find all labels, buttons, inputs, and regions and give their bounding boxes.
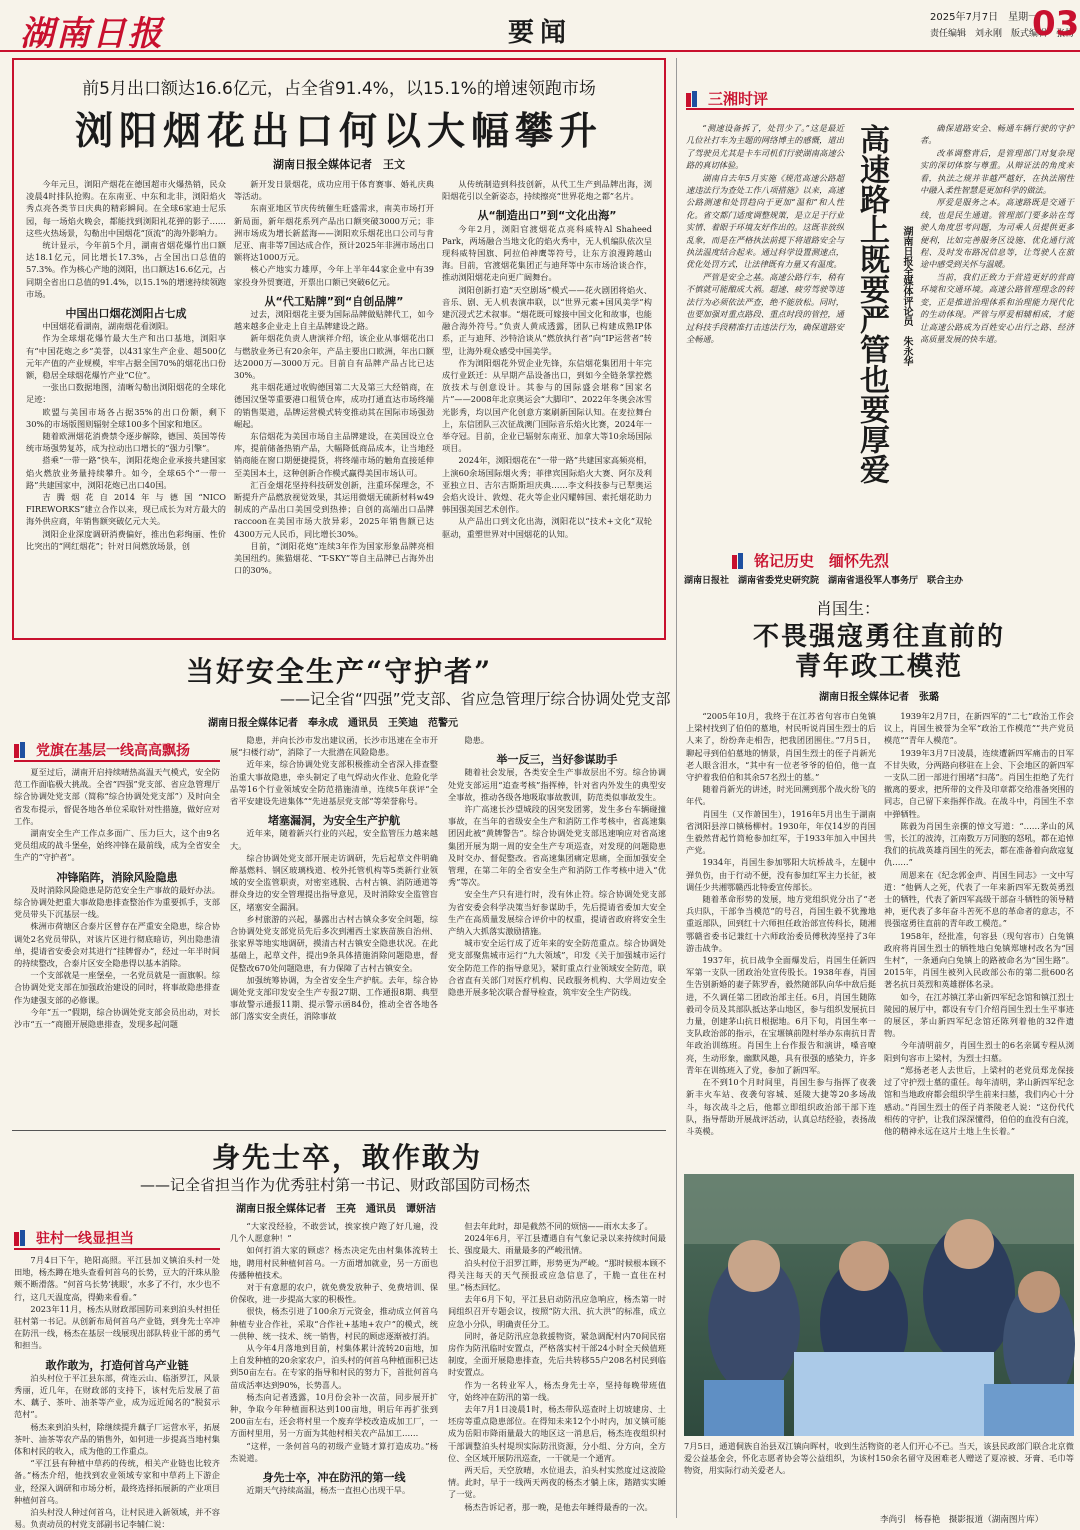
paragraph: 吉腾烟花自2014年与德国“NICO FIREWORKS”建立合作以来，现已成长为对方最大的海外供应商，年销售额突破亿元大关。 bbox=[26, 492, 226, 527]
paragraph: “平江县有种植中草药的传统，相关产业链也比较齐备。”杨杰介绍，他找到农业领域专家和中草药上下游企业，经深入调研和市场分析，最终选择拓展新的产业项目种植何首乌。 bbox=[14, 1458, 220, 1505]
paragraph: 湖南安全生产工作点多面广、压力巨大，这个由9名党员组成的战斗堡垒，始终冲锋在最前线，成为全省安全生产的“守护者”。 bbox=[14, 828, 220, 863]
paragraph: 1939年2月7日，在新四军的“二七”政治工作会议上，肖国生被誉为全军“政治工作模范”“共产党员模范”“青年人模范”。 bbox=[884, 711, 1074, 746]
lead-story-subhead-3: 从“制造出口”到“文化出海” bbox=[477, 209, 617, 223]
newspaper-section-icon bbox=[732, 553, 748, 569]
paragraph: 东信烟花为美国市场自主品牌建设，在美国设立仓库，提前储备热销产品，大幅降低商品成本，让当地经销商能在窗口期便捷提货，将终端市场的触角直接延伸至美国本土，这种创新合作模式赢得美国市场认可。 bbox=[234, 431, 434, 478]
newspaper-logo: 湖南日报 bbox=[20, 14, 164, 54]
commentary-column-1 bbox=[686, 122, 844, 542]
safety-tag-label: 党旗在基层一线高高飘扬 bbox=[36, 743, 190, 759]
paragraph: 浏阳企业深度调研消费偏好，推出色彩绚丽、性价比突出的“网红烟花”；针对日间燃放场景，创 bbox=[26, 528, 226, 551]
commentary-section-tag bbox=[686, 88, 768, 109]
safety-column-3 bbox=[448, 734, 666, 1126]
paragraph: 新开发日景烟花，成功应用于体育赛事、婚礼庆典等活动。 bbox=[234, 179, 434, 202]
paragraph: 综合协调处党支部开展走访调研，先后起草文件明确醉基燃料、钢区玻璃栈道、校外托管机构等5类新行业领域的安全监管职责，对密室逃脱、古村古镇、消防通道等群众身边的安全管理提出指导意见，及时消除安全监管盲区，堵塞安全漏洞。 bbox=[230, 852, 438, 912]
paragraph: 一张出口数据地图，清晰勾勒出浏阳烟花的全球化足迹： bbox=[26, 382, 226, 405]
paragraph: 两天后，天空放晴，水位退去，泊头村实然度过这波险情。此时，早于一线两天两夜的杨杰才躺上床，踏踏实实睡了一觉。 bbox=[448, 1465, 666, 1500]
village-story-byline: 湖南日报全媒体记者 王亮 通讯员 谭妍洁 bbox=[236, 1204, 436, 1215]
safety-subhead-2: 堵塞漏洞，为安全生产护航 bbox=[268, 814, 400, 828]
paragraph: 今年“五一”假期，综合协调处党支部会员出动，对长沙市“五一”商圈开展隐患排查，发现多起问题 bbox=[14, 1006, 220, 1030]
paragraph: 及时消除风险隐患是防范安全生产事故的最好办法。综合协调处把重大事故隐患排查整治作为重要抓手，支部党员带头下沉基层一线。 bbox=[14, 884, 220, 920]
history-headline-line-2: 青年政工模范 bbox=[794, 652, 963, 682]
paragraph: 许广高速长沙望城段的因突发团雾，发生多台车辆碰撞事故，在当年的省级安全生产和消防工作考核中，省高速集团因此被“黄牌警告”。综合协调处党支部迅速响应对省高速集团开展为期一周的安全生产专项巡查，对发现的问题隐患及时交办、督促整改。省高速集团痛定思痛，全面加强安全管理，在第二年的全省安全生产和消防工作考核中进入“优秀”等次。 bbox=[448, 804, 666, 888]
masthead bbox=[0, 0, 1080, 52]
paragraph: 目前，“浏阳花炮”连续3年作为国家形象品牌亮相美国纽约。熊猫烟花、“T-SKY”等自主品牌已占海外出口的30%。 bbox=[234, 540, 434, 576]
paragraph: 厚爱是服务之本。高速路既是交通干线，也是民生通道。管理部门要多站在驾驶人角度思考问题，为司乘人员提供更多便利，比如完善服务区设施、优化通行流程、及时发布路况信息等，让驾驶人在旅途中感受到关怀与温暖。 bbox=[920, 197, 1074, 270]
paragraph: 泊头村没人种过何首乌，让村民进入新领域，并不容易。负责动员的村党支部副书记李辅仁说： bbox=[14, 1507, 220, 1530]
paragraph: 今年清明前夕，肖国生烈士的6名亲属专程从浏阳到句容市上梁村，为烈士扫墓。 bbox=[884, 1040, 1074, 1063]
paragraph: 从产品出口到文化出海，浏阳花以“技术+文化”双轮驱动，重塑世界对中国烟花的认知。 bbox=[442, 516, 652, 539]
commentary-tag-label: 三湘时评 bbox=[708, 90, 769, 108]
paragraph: 杨杰来到泊头村，除继续提升藕子厂运营水平，拓展茶叶、油茶等农产品的销售外，如何进一步提高当地村集体和村民的收入，成为他的工作重点。 bbox=[14, 1421, 220, 1457]
paragraph: 乡村旅游的兴起，暴露出古村古镇众多安全问题，综合协调处党支部党员先后多次到湘西土家族苗族自治州、张家界等地实地调研，摸清古村古镇安全隐患状况。在此基础上，起草文件，提出9条具体措施消除问题隐患，督促整改670处问题隐患，有力保障了古村古镇安全。 bbox=[230, 913, 438, 973]
history-tag-label: 铭记历史 缅怀先烈 bbox=[754, 552, 890, 570]
lead-story-column-3 bbox=[442, 178, 652, 634]
paragraph: 去年7月1日凌晨1时，杨杰带队巡查时上切坡建房、土坯房等重点隐患部位。在得知未来12个小时内，加义镇可能成为岳阳市降雨量最大的地区这一消息后，杨杰连夜组织村干部调整泊头村堤坝实际防汛资源，分小组、分方向，全方位、全区域开展防汛巡查，一干就是一个通宵。 bbox=[448, 1404, 666, 1463]
safety-column-1 bbox=[14, 766, 220, 1126]
safety-section-tag bbox=[14, 740, 190, 760]
lead-story-subhead-2: 从“代工贴牌”到“自创品牌” bbox=[264, 294, 404, 308]
paragraph: 过去，浏阳烟花主要为国际品牌做贴牌代工，如今越来越多企业走上自主品牌建设之路。 bbox=[234, 309, 434, 332]
paragraph: 很快，杨杰引进了100余万元资金，推动成立何首乌种植专业合作社，采取“合作社+基地+农户”的模式，统一供种、统一技术、统一销售，村民的顾虑逐渐被打消。 bbox=[230, 1306, 438, 1341]
history-headline bbox=[684, 622, 1074, 682]
paragraph: “2005年10月，我终于在江苏省句容市白兔镇上梁村找到了伯伯的墓地，村民听说肖国生烈士的后人来了，纷纷奔走相告，把我团团围住。”7月5日，聊起寻到伯伯墓地的情景，肖国生烈士的侄子肖新光老人眼含泪水，“其中有一位老爷爷的伯伯，他一直守护着我伯伯和其余57名烈士的墓。” bbox=[686, 711, 876, 783]
paragraph: 周恩来在《纪念郭金声、肖国生同志》一文中写道：“他俩人之死，代表了一年来新四军无数英勇烈士的牺牲，代表了新四军高级干部奋斗牺牲的领导精神，更代表了多年奋斗苦死不息的革命者的意志，不畏强寇勇往直前的青年政工模范。” bbox=[884, 869, 1074, 929]
paragraph: “测速设备拆了，处罚少了。”这是最近几位社打车为主题的网络博主的感慨，道出了驾驶员尤其是卡车司机们行驶湖南高速公路的真切体验。 bbox=[686, 123, 844, 171]
safety-subhead-3: 举一反三，当好参谋助手 bbox=[496, 753, 618, 767]
page-number: 03 bbox=[1032, 4, 1080, 44]
news-photo-elderly-villagers bbox=[684, 1174, 1074, 1436]
history-column-1 bbox=[686, 710, 876, 1165]
village-section-tag bbox=[14, 1228, 134, 1248]
paragraph: 如何打消大家的顾虑？杨杰决定先由村集体流转土地，聘用村民种植何首乌。一方面增加就业，另一方面也传播种植技术。 bbox=[230, 1245, 438, 1280]
paragraph: 泊头村位于平江县东部，荷连云山、临浙罗江，风景秀丽，近几年，在财政部的支持下，该村先后发展了苗木、藕子、茶叶、油茶等产业，成为远近闻名的“脱贫示范村”。 bbox=[14, 1372, 220, 1420]
safety-tag-rule bbox=[14, 760, 220, 762]
paragraph: 陈毅为肖国生亲撰的悼文写道：“……茅山的风雪，长江的波涛，江南数万万同胞的怒吼，都在追悼我们的抗战英雄肖国生的死去，都在准备着向敌寇复仇……” bbox=[884, 820, 1074, 868]
village-story-headline: 身先士卒，敢作敢为 bbox=[212, 1141, 483, 1174]
paragraph: 如今，在江苏镇江茅山新四军纪念馆和镇江烈士陵园的展厅中，都设有专门介绍肖国生烈士生平事迹的展区，茅山新四军纪念馆还陈列着他的32件遗物。 bbox=[884, 991, 1074, 1039]
paragraph: 隐患。 bbox=[464, 735, 489, 745]
lead-story-byline: 湖南日报全媒体记者 王文 bbox=[273, 158, 405, 171]
paragraph: 1958年，经批准，句容县（现句容市）白兔镇政府将肖国生烈士的牺牲地白兔镇郑塘村改名为“国生村”，一条通向白兔镇上的路被命名为“国生路”。2015年，肖国生被列入民政部公布的第二批600名著名抗日英烈和英雄群体名录。 bbox=[884, 930, 1074, 990]
paragraph: 从传统制造到科技创新，从代工生产到品牌出海，浏阳烟花引以全新姿态，持续擦亮“世界花炮之都”名片。 bbox=[442, 179, 652, 202]
village-column-1 bbox=[14, 1254, 220, 1530]
paragraph: 统计显示，今年前5个月，湖南省烟花爆竹出口额达18.1亿元，同比增长17.3%，占全国出口总值的57.3%。作为核心产地的浏阳，出口额达16.6亿元，占同期全省出口总值的91.4%，以15.1%的增速持续领跑市场。 bbox=[26, 240, 226, 299]
paragraph: 杨杰向记者透露，10月份会补一次苗，同步展开扩种，争取今年种植面积达到100亩地，明后年再扩张到200亩左右，还会将村里一个废弃学校改造成加工厂，一方面村里用，另一方面为其他村相关农产品加工…… bbox=[230, 1391, 438, 1439]
paragraph: 肖国生（又作萧国生），1916年5月出生于湖南省浏阳县淳口镇杨柳村。1930年，年仅14岁的肖国生毅然背起竹筒枪参加红军，于1933年加入中国共产党。 bbox=[686, 808, 876, 856]
safety-story-headline: 当好安全生产“守护者” bbox=[186, 655, 493, 688]
paragraph: 从今年4月落地到目前，村集体累计流转20亩地，加上自发种植的20余家农户，泊头村的何首乌种植面积已达到50亩左右。在专家的指导和村民的努力下，首批何首乌苗成活率达到90%，长势喜人。 bbox=[230, 1343, 438, 1390]
editor-credits: 责任编辑 刘永刚 版式编辑 张杨 bbox=[930, 29, 1075, 39]
paragraph: 一个支部就是一座堡垒，一名党员就是一面旗帜。综合协调处党支部在加强政治建设的同时，将事故隐患排查作为建强支部的必修课。 bbox=[14, 970, 220, 1005]
photo-caption: 7月5日，通道侗族自治县双江镇向晖村，收到生活物资的老人们开心不已。当天，该县民政部门联合北京微爱公益基金会，怀化志愿者协会等公益组织，为该村150余名留守及困难老人赠送了夏凉被、牙膏、毛巾等物资，用实际行动关爱老人。 bbox=[684, 1441, 1074, 1476]
safety-column-2 bbox=[230, 734, 438, 1126]
paragraph: 随着革命形势的发展，地方党组织党分出了“老兵归队，干部争当模范”的号召，肖国生毅不犹豫地重返部队，回到红十六师担任政治部宣传科长，随湘鄂赣省委书记兼红十六师政治委员傅秋涛坚持了3年游击战争。 bbox=[686, 894, 876, 953]
village-subhead-2: 身先士卒，冲在防汛的第一线 bbox=[262, 1471, 406, 1485]
history-subject-name: 肖国生： bbox=[816, 599, 881, 618]
paragraph: 2023年11月，杨杰从财政部国防司来到泊头村担任驻村第一书记。从创新布局何首乌产业链，到身先士卒冲在防汛一线，杨杰在基层一线展现出部队转业干部的勇气和担当。 bbox=[14, 1303, 220, 1351]
paragraph: 泊头村位于汨罗江畔，形势更为严峻。“那时候根本顾不得关注每天的天气预报或应急信息了，干脆一直住在村里。”杨杰回忆。 bbox=[448, 1257, 666, 1293]
paragraph: 湖南自去年5月实施《规范高速公路超速违法行为查处工作八项措施》以来，高速公路测速和处罚趋向于更加“温和”和人性化。省交都门适度调整规策，是立足于行业实情、着眼于环境友好作出的。这既非放纵乱象，而是在严格执法前提下将道路安全与执法温度结合起来。通过科学设置测速点，优化处罚方式，让法律既有力量又有温度。 bbox=[686, 172, 844, 270]
paragraph: 近年来，综合协调处党支部积极推动全省深入排查整治重大事故隐患，牵头制定了电气焊动火作业、危险化学品等16个行业领域安全防范措施清单，连续5年获评“全省平安建设先进集体”“先进基层党支部”等荣誉称号。 bbox=[230, 759, 438, 807]
village-subhead-1: 敢作敢为，打造何首乌产业链 bbox=[45, 1358, 189, 1372]
paragraph: 欧盟与美国市场各占据35%的出口份额，剩下30%的市场版图则辐射全球100多个国家和地区。 bbox=[26, 406, 226, 429]
safety-story-subhead: ——记全省“四强”党支部、省应急管理厅综合协调处党支部 bbox=[280, 690, 671, 708]
paragraph: 1934年，肖国生参加鄂阳大坑桥战斗，左腿中弹负伤，由于行动不便，没有参加红军主力长征，被调任少共湘鄂赣西北特委宣传部长。 bbox=[686, 857, 876, 892]
village-tag-rule bbox=[14, 1248, 220, 1250]
paragraph: “这样，一条何首乌的初级产业链才算打造成功。”杨杰说道。 bbox=[230, 1440, 438, 1463]
paragraph: “郑扬老老人去世后，上梁村的老党员郑龙保接过了守护烈士墓的重任。每年清明，茅山新四军纪念馆和当地政府都会组织学生前来扫墓，我们内心十分感动。”肖国生烈士的侄子肖茶陵老人说：“这份代代相传的守护，让我们深深懂得，伯伯的血没有白流，他的精神永远在这片土地上生长着。” bbox=[884, 1064, 1074, 1136]
paragraph: 株洲市荷塘区合泰片区曾存在严重安全隐患，综合协调处2名党员带队，对该片区进行彻底暗访，列出隐患清单，提请省安委会对其进行“挂牌督办”，经过一年半时间的持续整改，合泰片区安全隐患得以基本消除。 bbox=[14, 921, 220, 969]
paragraph: 隐患，并向长沙市发出建议函，长沙市迅速在全市开展“扫楼行动”，消除了一大批潜在风险隐患。 bbox=[230, 735, 438, 758]
paragraph: 汇百金烟花坚持科技研发创新，注重环保理念，不断提升产品燃放视觉效果，其运用微烟无硫新材料w49制成的产品出口美国受到热捧；自创的高端出口品牌raccoon在美国市场大放异彩，2025年销售额已达4300万元人民币，同比增长30%。 bbox=[234, 479, 434, 539]
paragraph: 新年烟花负责人唐演祥介绍，该企业从事烟花出口与燃放业务已有20余年，产品主要出口欧洲，年出口额达2000万—3000万元。目前自有品牌产品占比已达30%。 bbox=[234, 333, 434, 381]
safety-story-byline: 湖南日报全媒体记者 奉永成 通讯员 王笑迪 范警元 bbox=[208, 718, 458, 729]
paragraph: 作为全球烟花爆竹最大生产和出口基地，浏阳享有“中国花炮之乡”美誉，以431家生产企业、超500亿元年产值的产业规模，牢牢占据全国70%的烟花出口份额，稳居全球烟花爆竹产业“C位”。 bbox=[26, 333, 226, 381]
safety-subhead-1: 冲锋陷阵，消除风险隐患 bbox=[56, 870, 178, 884]
lead-story-subhead-1: 中国出口烟花浏阳占七成 bbox=[65, 307, 187, 321]
paragraph: 搭乘“一带一路”快车，浏阳花炮企业承接共建国家焰火燃放业务量持续攀升。如今，全球65个“一带一路”共建国家中，浏阳花炮已出口40国。 bbox=[26, 455, 226, 490]
history-headline-line-1: 不畏强寇勇往直前的 bbox=[752, 622, 1005, 652]
paragraph: 严管是安全之基。高速公路行车，稍有不慎就可能酿成大祸。超速、疲劳驾驶等违法行为必须依法严查，绝不能放松。同时，也要加强对重点路段、重点时段的管控，通过科技手段精准打击违法行为，确保道路安全畅通。 bbox=[686, 271, 844, 344]
paragraph: 作为浏阳烟花外贸企业先锋，东信烟花集团用十年完成行业跃迁：从早期产品设备出口，到如今全链条掌控燃放技术与创意设计。其参与的国际盛会堪称“国家名片”——2008年北京奥运会“大脚印”、2022年冬奥会冰雪光影秀，均以国产化创意方案刷新国际认知。在麦拉舞台上，东信团队三次征战澳门国际音乐焰火比赛，2024年一举夺冠。目前，企业已辐射东南亚、加拿大等10余场国际项目。 bbox=[442, 357, 652, 454]
commentary-tag-rule bbox=[686, 108, 1074, 110]
paragraph: 夏至过后，湖南开启持续晴热高温天气模式，安全防范工作面临极大挑战。全省“四强”党支部、省应急管理厅综合协调处党支部（简称“综合协调处党支部”）及时向全省发布提示，督促各地各单位采取针对性措施，做好应对工作。 bbox=[14, 767, 220, 826]
paragraph: 随着肖新光的讲述，时光回溯到那个战火纷飞的年代。 bbox=[686, 784, 876, 807]
column-divider bbox=[676, 58, 677, 1518]
paragraph: 作为一名转业军人，杨杰身先士卒，坚持每晚带班值守，始终冲在防汛的第一线。 bbox=[448, 1379, 666, 1402]
lead-story-column-1 bbox=[26, 178, 226, 634]
paragraph: 城市安全运行成了近年来的安全防范重点。综合协调处党支部聚焦城市运行“九大领域”，印发《关于加强城市运行安全防范工作的指导意见》，紧盯重点行业领域安全防范，联合省直有关部门对医疗机构、民政服务机构、大学周边安全隐患开展多轮次联合督导检查，筑牢安全生产防线。 bbox=[448, 938, 666, 998]
issue-date: 2025年7月7日 星期一 bbox=[930, 12, 1039, 23]
paragraph: 1937年，抗日战争全面爆发后，肖国生任新四军第一支队一团政治处宣传股长。1938年春，肖国生告别新婚的妻子陈罗香，毅然随部队向华中敌后挺进，不久调任第二团政治部主任。6月，肖国生随陈毅司令员及其部队抵达茅山地区，参与组织发展抗日力量，创建茅山抗日根据地。6月下旬，肖国生率一支队政治部的指示，在宝堰镇前隍村举办东南抗日青年政治训练班。肖国生上台作报告和演讲，嗓音嘹亮，生动形象，幽默风趣，具有很强的感染力，许多青年在训练班入了党，参加了新四军。 bbox=[686, 955, 876, 1075]
commentary-headline: 高速路上既要严管也要厚爱 bbox=[854, 124, 889, 484]
lead-story-box bbox=[12, 58, 666, 640]
paragraph: 确保道路安全、畅通车辆行驶的守护者。 bbox=[920, 123, 1074, 146]
paragraph: 随着欧洲烟花消费禁令逐步解除，德国、英国等传统市场强势复苏，成为拉动出口增长的“强力引擎”。 bbox=[26, 431, 226, 454]
history-section-tag bbox=[732, 550, 889, 571]
paragraph: “大家没经验，不敢尝试，挨家挨户跑了好几遍，没几个人愿意种！” bbox=[230, 1221, 438, 1244]
village-column-3 bbox=[448, 1220, 666, 1522]
paragraph: 同时，备足防汛应急救援物资，紧急调配村内70间民宿房作为防汛临时安置点，严格落实村干部24小时全天候值班制度，全面开展隐患排查，先后共转移55户208名村民到临时安置点。 bbox=[448, 1330, 666, 1378]
village-story-subhead: ——记全省担当作为优秀驻村第一书记、财政部国防司杨杰 bbox=[140, 1176, 531, 1194]
paragraph: 对于有意愿的农户，就免费发放种子、免费培训、保价保收，进一步提高大家的积极性。 bbox=[230, 1282, 438, 1305]
story-divider bbox=[12, 1130, 666, 1131]
history-sponsors: 湖南日报社 湖南省委党史研究院 湖南省退役军人事务厅 联合主办 bbox=[684, 576, 964, 586]
paragraph: 2024年，浏阳烟花在“一带一路”共建国家高频亮相，上演60余场国际烟火秀；菲律宾国际焰火大赛、阿尔及利亚独立日、吉尔吉斯斯坦庆典……李文科技参与已犁奥运会焰火设计、敦煌、花火等企业闪耀韩国、索托烟花助力韩国强美国艺术创作。 bbox=[442, 455, 652, 515]
history-byline: 湖南日报全媒体记者 张璐 bbox=[819, 692, 939, 703]
section-name: 要闻 bbox=[508, 18, 573, 48]
paragraph: 中国烟花看湖南，湖南烟花看浏阳。 bbox=[42, 321, 174, 332]
paragraph: 改革调整背后，是管理部门对复杂现实的深切体察与尊重。从辩证法的角度来看，执法之规并非越严越好，在执法刚性中融入柔性智慧是更加科学的做法。 bbox=[920, 147, 1074, 196]
commentary-column-2 bbox=[920, 122, 1074, 542]
paragraph: 今年2月，浏阳官渡烟花点亮科威特Al Shaheed Park，两场融合当地文化的焰火秀中，无人机编队依次呈现科威特国旗、阿拉伯神鹰等符号，让东方浪漫跨越山海。目前，官渡烟花集团正与迪拜等中东市场洽谈合作，推动浏阳烟花走向更广阔舞台。 bbox=[442, 223, 652, 283]
paragraph: 7月4日下午，艳阳高照。平江县加义镇泊头村一处田地，杨杰蹲在地头查看何首乌的长势，豆大的汗珠从脸颊不断滑落。“何首乌长势‘挑眼’，水多了不行，水少也不行，这几天温度高，得勤来看看。” bbox=[14, 1255, 220, 1302]
paragraph: 安全生产只有进行时，没有休止符。综合协调处党支部为省安委会科学决策当好参谋助手，先后提请省委加大安全生产在高质量发展综合评价中的权重，提请省政府将安全生产纳入大抓落实激励措施。 bbox=[448, 889, 666, 937]
paragraph: 但去年此时，却是截然不同的烦恼——雨水太多了。 bbox=[464, 1221, 653, 1231]
paragraph: 去年6月下旬，平江县启动防汛应急响应，杨杰第一时间组织召开专题会议，按照“防大汛、抗大洪”的标准，成立应急小分队，明确责任分工。 bbox=[448, 1294, 666, 1329]
lead-story-kicker: 前5月出口额达16.6亿元，占全省91.4%，以15.1%的增速领跑市场 bbox=[82, 79, 596, 99]
history-column-2 bbox=[884, 710, 1074, 1165]
paragraph: 加强统筹协调，为全省安全生产护航。去年，综合协调处党支部印发安全生产专报27期、工作通报8期、典型事故警示通报11期、提示警示函84份，推动全省各地各部门落实安全责任，消除事故 bbox=[230, 974, 438, 1022]
lead-story-headline: 浏阳烟花出口何以大幅攀升 bbox=[74, 108, 603, 153]
paragraph: 今年元旦，浏阳产烟花在德国超市火爆热销，民众凌晨4时排队抢购。在东南亚、中东和北非，浏阳焰火秀点亮各类节日庆典的精彩瞬间。在全球6家迪士尼乐园，每一场焰火晚会，都能找到浏阳礼花弹的影子……这些火热场景，勾勒出中国烟花“顶流”的海外影响力。 bbox=[26, 179, 226, 238]
paragraph: 东南亚地区节庆传统催生旺盛需求，南美市场打开新局面，新年烟花系列产品出口额突破3000万元；非洲市场成为增长新蓝海——浏阳欢乐烟花出口公司与肯尼亚、南非等7国达成合作，预计2025年非洲市场出口额将达1000万元。 bbox=[234, 203, 434, 263]
paragraph: 杨杰告诉记者，那一晚，是他去年睡得最香的一次。 bbox=[464, 1501, 653, 1512]
photo-illustration bbox=[684, 1174, 1074, 1436]
paragraph: 1939年3月7日凌晨，连续遭新四军痛击的日军不甘失败，分两路向移驻在上会、下会地区的新四军一支队二团一部进行围堵“扫荡”。肖国生拒绝了先行撤离的要求，把所带的文件及印章都交给准备突围的同志，自己留下来指挥作战。在战斗中，肖国生不幸中弹牺牲。 bbox=[884, 747, 1074, 819]
paragraph: 在不到10个月时间里，肖国生参与指挥了夜袭新丰火车站、夜袭句容城、延陵大捷等20多场战斗，每次战斗之后，他都立即组织政治部干部下连队，指导帮助开展战评活动，认真总结经验，表扬战斗英模。 bbox=[686, 1077, 876, 1136]
village-tag-label: 驻村一线显担当 bbox=[36, 1231, 134, 1247]
paragraph: 近年来，随着新兴行业的兴起，安全监管压力越来越大。 bbox=[230, 828, 438, 851]
newspaper-section-icon bbox=[686, 91, 702, 107]
photo-credit: 李尚引 杨春艳 摄影报道（湖南图片库） bbox=[880, 1515, 1044, 1525]
paragraph: 当前，我们正致力于营造更好的营商环境和交通环境。高速公路管理理念的转变，正是推进治理体系和治理能力现代化的生动体现。严管与厚爱相辅相成，才能让高速公路成为百姓安心出行之路、经济高质量发展的快车道。 bbox=[920, 271, 1074, 344]
paragraph: 浏阳创新打造“天空剧场”模式——花火剧团将焰火、音乐、剧、无人机表演串联，以“世界元素+国风美学”构建沉浸式艺术叙事。“烟花既可嫁接中国文化和故事，也能融合海外符号。”负责人黄成透露，团队已构建成熟IP体系，正与迪拜、沙特洽谈从“燃放执行者”向“IP运营者”转型，让海外观众感受中国美学。 bbox=[442, 284, 652, 356]
paragraph: 随着社会发展，各类安全生产事故层出不穷。综合协调处党支部运用“追查考核”指挥棒，针对省内外发生的典型安全事故，推动各级各地吸取事故教训，防范类似事故发生。 bbox=[448, 767, 666, 802]
village-column-2 bbox=[230, 1220, 438, 1522]
newspaper-section-icon bbox=[14, 742, 30, 758]
newspaper-section-icon bbox=[14, 1230, 30, 1246]
commentary-byline: 湖南日报全媒体评论员 朱永华 bbox=[901, 226, 912, 366]
lead-story-column-2 bbox=[234, 178, 434, 634]
paragraph: 兆丰烟花通过收购德国第二大及第三大经销商，在德国汉堡等重要港口租赁仓库，成功打通直达市场终端的销售渠道，品牌运营模式转变推动其在国际市场强劲崛起。 bbox=[234, 382, 434, 429]
paragraph: 近期天气持续高温，杨杰一直担心出现干旱。 bbox=[246, 1485, 411, 1496]
paragraph: 核心产地实力雄厚，今年上半年44家企业中有39家投身外贸赛道，开票出口额已突破6亿元。 bbox=[234, 264, 434, 287]
paragraph: 2024年6月，平江县遭遇自有气象记录以来持续时间最长、强度最大、雨量最多的严峻汛情。 bbox=[448, 1233, 666, 1256]
